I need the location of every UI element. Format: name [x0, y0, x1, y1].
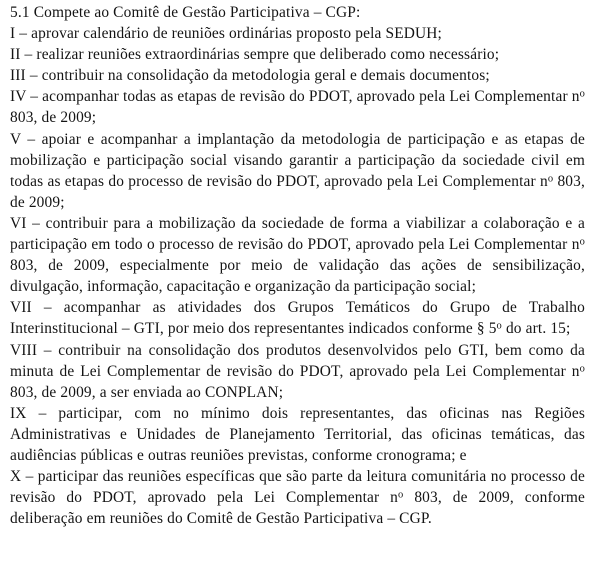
list-item-iv: IV – acompanhar todas as etapas de revisão do PDOT, aprovado pela Lei Complementar $n^o$ 803, de 2009; — [10, 88, 585, 127]
ordinal-indicator: o — [547, 173, 554, 185]
document-body — [10, 2, 585, 529]
ordinal-indicator: o — [579, 88, 585, 100]
list-item-ix: IX – participar, com no mínimo dois representantes, das oficinas nas Regiões Administrativas e Unidades de Planejamento Territorial, das oficinas temáticas, das audiências públicas e outras reuniões previstas, conforme cronograma; e — [10, 404, 585, 464]
list-item-v: V – apoiar e acompanhar a implantação da metodologia de participação e as etapas de mobilização e participação social visando garantir a participação da sociedade civil em todas as etapas do processo de revisão do PDOT, aprovado pela Lei Complementar $n^o$ 803, de 2009; — [10, 130, 585, 211]
list-item-vi: VI – contribuir para a mobilização da sociedade de forma a viabilizar a colaboração e a participação em todo o processo de revisão do PDOT, aprovado pela Lei Complementar $n^o$ 803, de 2009, especialmente por meio de validação das ações de sensibilização, divulgação, informação, capacitação e organização da participação social; — [10, 214, 585, 296]
list-item-x: X – participar das reuniões específicas que são parte da leitura comunitária no processo de revisão do PDOT, aprovado pela Lei Complementar $n^o$ 803, de 2009, conforme deliberação em reuniões do Comitê de Gestão Participativa – CGP. — [10, 468, 585, 528]
ordinal-indicator: o — [579, 236, 585, 248]
ordinal-indicator: o — [579, 363, 585, 375]
list-item-ii: II – realizar reuniões extraordinárias sempre que deliberado como necessário; — [10, 46, 500, 64]
list-item-viii: VIII – contribuir na consolidação dos produtos desenvolvidos pelo GTI, bem como da minuta de Lei Complementar de revisão do PDOT, aprovado pela Lei Complementar $n^o$ 803, de 2009, a ser enviada ao CONPLAN; — [10, 341, 585, 401]
list-item-i: I – aprovar calendário de reuniões ordinárias proposto pela SEDUH; — [10, 25, 442, 43]
list-item-vii: VII – acompanhar as atividades dos Grupos Temáticos do Grupo de Trabalho Interinstitucional – GTI, por meio dos representantes indicados conforme § 5$^o$ do art. 15; — [10, 299, 585, 338]
ordinal-indicator: o — [496, 321, 502, 333]
section-heading: 5.1 Compete ao Comitê de Gestão Participativa – CGP: — [10, 4, 361, 21]
ordinal-indicator: o — [398, 489, 404, 501]
list-item-iii: III – contribuir na consolidação da metodologia geral e demais documentos; — [10, 67, 490, 85]
